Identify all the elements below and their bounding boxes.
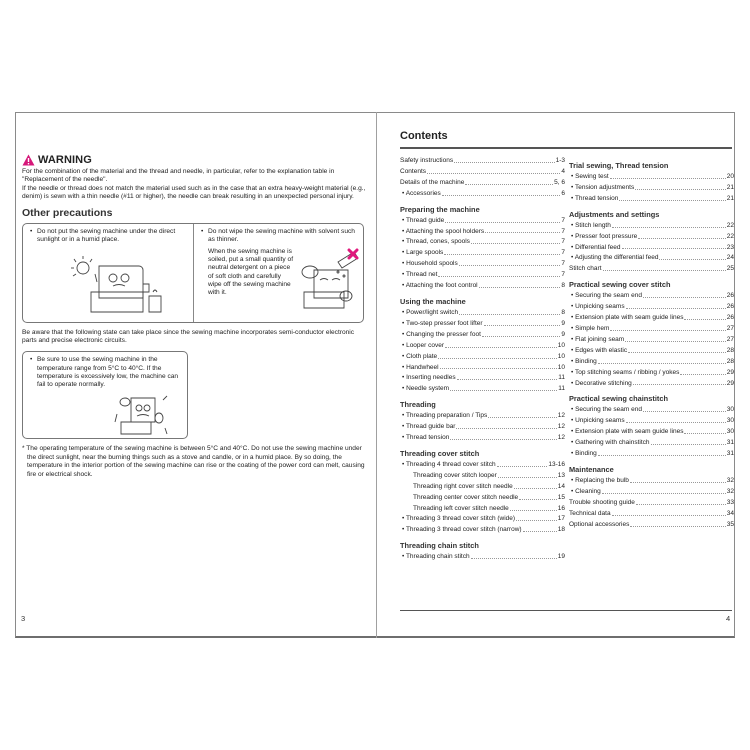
toc-entry-page: 22: [726, 221, 734, 229]
toc-entry[interactable]: [400, 308, 565, 319]
toc-entry-page: 12: [557, 434, 565, 442]
toc-leader-dots: [603, 270, 726, 271]
toc-entry-label: Trouble shooting guide: [569, 498, 635, 506]
toc-entry-page: 32: [726, 487, 734, 495]
warning-para-1: For the combination of the material and the thread and needle, in particular, refer to the explanation table in "Replacement of the needle".: [22, 168, 335, 184]
toc-entry-label: • Threading 3 thread cover stitch (wide): [402, 515, 516, 523]
toc-entry[interactable]: [569, 509, 734, 520]
toc-entry-page: 32: [726, 476, 734, 484]
toc-entry-label: • Unpicking seams: [571, 417, 625, 425]
toc-entry-page: 10: [557, 352, 565, 360]
toc-entry[interactable]: [400, 525, 565, 536]
contents-title-rule: [400, 147, 732, 149]
toc-entry-page: 7: [561, 249, 565, 257]
toc-entry-page: 27: [726, 335, 734, 343]
toc-entry-page: 23: [726, 243, 734, 251]
toc-entry-page: 34: [726, 509, 734, 517]
toc-entry[interactable]: [569, 476, 734, 487]
toc-entry[interactable]: [400, 237, 565, 248]
toc-leader-dots: [482, 336, 560, 337]
toc-entry[interactable]: [400, 216, 565, 227]
toc-entry[interactable]: [569, 302, 734, 313]
toc-entry-page: 26: [726, 292, 734, 300]
toc-leader-dots: [516, 520, 557, 521]
toc-entry[interactable]: [400, 433, 565, 444]
toc-entry-label: • Threading 4 thread cover stitch: [402, 460, 496, 468]
toc-entry-page: 31: [726, 450, 734, 458]
toc-entry[interactable]: [400, 178, 565, 189]
toc-leader-dots: [643, 297, 726, 298]
toc-entry[interactable]: [400, 552, 565, 563]
toc-entry-page: 7: [561, 238, 565, 246]
toc-entry-label: • Stitch length: [571, 221, 611, 229]
toc-entry-page: 21: [726, 183, 734, 191]
toc-entry[interactable]: [400, 411, 565, 422]
toc-entry-label: Threading cover stitch looper: [413, 471, 497, 479]
toc-entry-label: • Thread tension: [571, 194, 619, 202]
toc-entry-page: 10: [557, 341, 565, 349]
toc-entry-label: • Binding: [571, 450, 597, 458]
temperature-footnote: * The operating temperature of the sewing machine is between 5°C and 40°C. Do not use the sewing machine under the direct sunlight, near the burning things such as a stove and candle, or in a humid place. By so doing, the temperature in the interior portion of the sewing machine can rise or the coating of the power cord can melt, causing fire or electrical shock.: [22, 445, 365, 478]
toc-leader-dots: [442, 195, 561, 196]
aware-text: Be aware that the following state can take place since the sewing machine incorporates semi-conductor electronic parts and precise electronic circuits.: [22, 328, 355, 345]
toc-leader-dots: [635, 189, 726, 190]
toc-leader-dots: [684, 319, 725, 320]
toc-entry[interactable]: [400, 281, 565, 292]
toc-leader-dots: [680, 374, 725, 375]
toc-column-left: [400, 156, 565, 563]
toc-section-heading: Threading: [400, 400, 436, 410]
toc-entry-page: 28: [726, 357, 734, 365]
toc-entry-label: • Power/light switch: [402, 308, 459, 316]
toc-entry-label: • Needle system: [402, 385, 450, 393]
toc-leader-dots: [630, 482, 726, 483]
toc-entry[interactable]: [569, 379, 734, 390]
toc-entry-label: • Threading chain stitch: [402, 553, 470, 561]
toc-leader-dots: [445, 222, 560, 223]
toc-section-heading: Maintenance: [569, 464, 614, 474]
toc-leader-dots: [622, 248, 726, 249]
toc-entry[interactable]: [569, 368, 734, 379]
toc-entry-page: 9: [561, 330, 565, 338]
toc-entry-label: Threading center cover stitch needle: [413, 493, 519, 501]
toc-entry-label: • Threading 3 thread cover stitch (narrow): [402, 526, 522, 534]
precaution-temperature-text: • Be sure to use the sewing machine in the temperature range from 5°C to 40°C. If the temperature is excessively low, the machine can fail to operate normally.: [29, 356, 181, 389]
toc-entry[interactable]: [400, 156, 565, 167]
toc-leader-dots: [471, 558, 557, 559]
toc-entry-label: • Simple hem: [571, 324, 610, 332]
toc-entry-label: Contents: [400, 167, 427, 175]
toc-entry-page: 19: [557, 553, 565, 561]
toc-entry-label: • Tension adjustments: [571, 183, 635, 191]
toc-entry-label: • Two-step presser foot lifter: [402, 319, 483, 327]
toc-entry-label: • Large spools: [402, 249, 444, 257]
toc-entry-label: • Replacing the bulb: [571, 476, 629, 484]
toc-leader-dots: [427, 173, 560, 174]
toc-section-heading: Practical sewing chainstitch: [569, 394, 668, 404]
toc-entry-label: • Thread, cones, spools: [402, 238, 470, 246]
toc-entry-page: 1-3: [555, 157, 565, 164]
toc-entry-label: Threading left cover stitch needle: [413, 504, 509, 512]
page-divider: [376, 112, 377, 638]
toc-leader-dots: [465, 184, 553, 185]
toc-leader-dots: [636, 504, 726, 505]
toc-entry-page: 29: [726, 379, 734, 387]
toc-entry[interactable]: [400, 319, 565, 330]
toc-entry-page: 30: [726, 417, 734, 425]
toc-entry[interactable]: [569, 221, 734, 232]
other-precautions-heading: Other precautions: [22, 206, 113, 219]
toc-entry-page: 12: [557, 423, 565, 431]
toc-entry[interactable]: [569, 438, 734, 449]
toc-entry-page: 12: [557, 412, 565, 420]
toc-entry-label: • Handwheel: [402, 363, 439, 371]
toc-entry[interactable]: [569, 498, 734, 509]
toc-entry[interactable]: [400, 167, 565, 178]
toc-entry-label: Optional accessories: [569, 520, 630, 528]
precaution-sunlight-text: • Do not put the sewing machine under the direct sunlight or in a humid place.: [29, 228, 187, 244]
toc-entry[interactable]: [400, 373, 565, 384]
toc-leader-dots: [643, 411, 726, 412]
toc-entry-label: • Presser foot pressure: [571, 232, 638, 240]
warning-para-2: If the needle or thread does not match the material used such as in the case that an extra heavy-weight material (e.g., denim) is sewn with a thin needle (#11 or higher), the needle can break resulting in an unexpected personal injury.: [22, 184, 366, 201]
toc-entry-label: • Accessories: [402, 189, 441, 197]
toc-entry-label: Stitch chart: [569, 265, 602, 273]
toc-entry-label: • Looper cover: [402, 341, 445, 349]
toc-entry[interactable]: [569, 313, 734, 324]
toc-entry[interactable]: [569, 172, 734, 183]
toc-leader-dots: [456, 428, 556, 429]
toc-leader-dots: [625, 341, 726, 342]
toc-leader-dots: [514, 488, 557, 489]
toc-section-heading: Threading chain stitch: [400, 541, 479, 551]
toc-entry-page: 27: [726, 324, 734, 332]
toc-entry[interactable]: [400, 504, 565, 515]
toc-leader-dots: [684, 433, 725, 434]
toc-section-heading: Using the machine: [400, 296, 466, 306]
toc-leader-dots: [630, 526, 725, 527]
toc-entry-label: • Attaching the foot control: [402, 282, 478, 290]
toc-entry-page: 8: [561, 282, 565, 290]
toc-entry[interactable]: [400, 493, 565, 504]
toc-entry-label: • Thread net: [402, 271, 438, 279]
toc-entry-label: • Cloth plate: [402, 352, 438, 360]
toc-leader-dots: [602, 493, 726, 494]
toc-entry-label: • Gathering with chainstitch: [571, 439, 650, 447]
toc-entry-page: 26: [726, 314, 734, 322]
toc-entry[interactable]: [569, 405, 734, 416]
toc-leader-dots: [459, 314, 560, 315]
toc-entry-label: • Cleaning: [571, 487, 601, 495]
toc-entry-label: • Extension plate with seam guide lines: [571, 428, 684, 436]
warning-title: WARNING: [38, 154, 92, 166]
toc-leader-dots: [497, 466, 548, 467]
toc-leader-dots: [628, 352, 726, 353]
toc-entry-page: 11: [558, 385, 565, 393]
toc-section-heading: Threading cover stitch: [400, 448, 480, 458]
toc-entry-page: 21: [726, 194, 734, 202]
toc-entry-page: 6: [561, 189, 565, 197]
warning-heading: [22, 154, 370, 166]
precaution-box-sunlight-solvent: [22, 223, 364, 323]
toc-entry-page: 7: [561, 260, 565, 268]
toc-entry-label: • Sewing test: [571, 173, 609, 180]
toc-entry-label: • Extension plate with seam guide lines: [571, 314, 684, 322]
toc-entry[interactable]: [569, 335, 734, 346]
toc-entry-page: 25: [726, 265, 734, 273]
toc-leader-dots: [610, 178, 726, 179]
toc-entry[interactable]: [569, 243, 734, 254]
toc-leader-dots: [450, 390, 557, 391]
precaution-solvent-text: • Do not wipe the sewing machine with solvent such as thinner.: [200, 228, 357, 244]
toc-entry[interactable]: [400, 330, 565, 341]
toc-entry[interactable]: [400, 363, 565, 374]
toc-entry[interactable]: [569, 416, 734, 427]
toc-entry-page: 15: [557, 493, 565, 501]
toc-entry[interactable]: [400, 482, 565, 493]
toc-entry-page: 13-16: [548, 460, 565, 468]
toc-section-heading: Practical sewing cover stitch: [569, 280, 671, 290]
toc-entry-label: Safety instructions: [400, 157, 454, 164]
toc-entry[interactable]: [400, 259, 565, 270]
toc-entry-label: • Threading preparation / Tips: [402, 412, 488, 420]
toc-leader-dots: [610, 330, 725, 331]
toc-entry-page: 31: [726, 439, 734, 447]
toc-entry-page: 4: [561, 167, 565, 175]
toc-entry-label: • Securing the seam end: [571, 292, 642, 300]
toc-entry-page: 14: [557, 482, 565, 490]
toc-entry-page: 33: [726, 498, 734, 506]
toc-entry[interactable]: [569, 487, 734, 498]
toc-entry-label: • Binding: [571, 357, 597, 365]
toc-entry-page: 30: [726, 406, 734, 414]
toc-entry[interactable]: [569, 194, 734, 205]
toc-entry-page: 13: [557, 471, 565, 479]
toc-entry-label: • Thread guide: [402, 216, 445, 224]
toc-entry[interactable]: [400, 248, 565, 259]
toc-entry[interactable]: [400, 227, 565, 238]
toc-leader-dots: [612, 515, 726, 516]
toc-entry-label: • Securing the seam end: [571, 406, 642, 414]
toc-leader-dots: [598, 455, 726, 456]
toc-entry-label: • Inserting needles: [402, 374, 456, 382]
toc-entry[interactable]: [400, 341, 565, 352]
toc-entry[interactable]: [400, 471, 565, 482]
toc-entry-page: 26: [726, 303, 734, 311]
toc-entry-page: 29: [726, 368, 734, 376]
toc-entry[interactable]: [400, 422, 565, 433]
toc-entry-page: 17: [557, 515, 565, 523]
toc-leader-dots: [454, 162, 554, 163]
toc-entry-page: 5, 6: [554, 178, 565, 186]
toc-leader-dots: [479, 287, 561, 288]
toc-entry-label: Details of the machine: [400, 178, 465, 186]
toc-entry-label: • Top stitching seams / ribbing / yokes: [571, 368, 680, 376]
toc-entry-page: 7: [561, 227, 565, 235]
toc-entry[interactable]: [569, 357, 734, 368]
toc-entry-label: • Thread guide bar: [402, 423, 456, 431]
toc-entry[interactable]: [569, 346, 734, 357]
toc-entry-page: 28: [726, 346, 734, 354]
toc-leader-dots: [598, 363, 726, 364]
toc-entry-label: • Edges with elastic: [571, 346, 628, 354]
toc-entry-page: 7: [561, 271, 565, 279]
toc-entry-label: • Thread tension: [402, 434, 450, 442]
toc-entry[interactable]: [569, 291, 734, 302]
toc-leader-dots: [619, 200, 725, 201]
toc-leader-dots: [626, 308, 726, 309]
solvent-wipe-illustration: [294, 244, 364, 316]
toc-entry-page: 8: [561, 308, 565, 316]
toc-entry-label: • Flat joining seam: [571, 335, 625, 343]
toc-entry[interactable]: [400, 352, 565, 363]
toc-entry[interactable]: [400, 514, 565, 525]
toc-leader-dots: [498, 477, 557, 478]
toc-entry[interactable]: [400, 189, 565, 200]
toc-entry[interactable]: [569, 520, 734, 531]
toc-entry[interactable]: [569, 324, 734, 335]
toc-entry-page: 22: [726, 232, 734, 240]
toc-entry-page: 10: [557, 363, 565, 371]
toc-entry-page: 24: [726, 254, 734, 262]
toc-entry-label: • Changing the presser foot: [402, 330, 481, 338]
toc-leader-dots: [633, 384, 726, 385]
toc-leader-dots: [612, 227, 726, 228]
toc-entry[interactable]: [569, 264, 734, 275]
precaution-sunlight: [23, 224, 193, 322]
precaution-solvent-note: When the sewing machine is soiled, put a small quantity of neutral detergent on a piece of soft cloth and carefully wipe off the sewing machine with it.: [208, 248, 294, 297]
contents-title: Contents: [400, 130, 448, 142]
precaution-box-temperature: [22, 351, 188, 439]
page-number-right: 4: [726, 614, 731, 623]
left-page: [22, 150, 370, 479]
toc-leader-dots: [457, 379, 558, 380]
toc-entry-label: • Adjusting the differential feed: [571, 254, 659, 262]
page-number-left: 3: [21, 614, 26, 623]
toc-section-heading: Preparing the machine: [400, 204, 480, 214]
toc-entry-label: Technical data: [569, 509, 611, 517]
toc-entry-label: • Differential feed: [571, 243, 621, 251]
toc-leader-dots: [638, 238, 726, 239]
toc-leader-dots: [471, 243, 560, 244]
toc-entry[interactable]: [400, 460, 565, 471]
toc-entry-page: 7: [561, 216, 565, 224]
toc-entry-page: 20: [726, 173, 734, 180]
toc-entry-page: 11: [558, 374, 565, 382]
toc-leader-dots: [459, 265, 561, 266]
toc-column-right: [569, 156, 734, 530]
toc-entry[interactable]: [400, 384, 565, 395]
toc-entry-page: 35: [726, 520, 734, 528]
toc-section-heading: Trial sewing, Thread tension: [569, 161, 669, 170]
toc-entry-label: • Decorative stitching: [571, 379, 632, 387]
toc-entry[interactable]: [569, 427, 734, 438]
toc-entry[interactable]: [569, 449, 734, 460]
toc-leader-dots: [438, 276, 560, 277]
toc-section-heading: Adjustments and settings: [569, 209, 660, 219]
toc-entry[interactable]: [569, 183, 734, 194]
toc-leader-dots: [488, 417, 557, 418]
toc-leader-dots: [440, 368, 557, 369]
toc-leader-dots: [659, 259, 725, 260]
toc-leader-dots: [519, 499, 557, 500]
toc-entry-label: • Household spools: [402, 260, 458, 268]
toc-entry[interactable]: [569, 232, 734, 243]
toc-leader-dots: [445, 347, 557, 348]
toc-entry-page: 16: [557, 504, 565, 512]
toc-leader-dots: [444, 254, 560, 255]
toc-leader-dots: [438, 358, 557, 359]
toc-entry[interactable]: [400, 270, 565, 281]
toc-entry-label: • Unpicking seams: [571, 303, 625, 311]
toc-entry-page: 30: [726, 428, 734, 436]
toc-leader-dots: [510, 510, 557, 511]
toc-entry-page: 9: [561, 319, 565, 327]
toc-entry-label: Threading right cover stitch needle: [413, 482, 513, 490]
toc-entry-label: • Attaching the spool holders: [402, 227, 485, 235]
toc-leader-dots: [651, 444, 726, 445]
toc-leader-dots: [484, 325, 561, 326]
page-bottom-rule: [400, 610, 732, 611]
toc-leader-dots: [450, 439, 556, 440]
toc-leader-dots: [523, 531, 557, 532]
toc-leader-dots: [626, 422, 726, 423]
sunlight-machine-illustration: [61, 254, 181, 318]
toc-entry[interactable]: [569, 253, 734, 264]
warning-triangle-icon: [22, 154, 35, 166]
precaution-solvent: [193, 224, 363, 322]
cold-machine-illustration: [113, 392, 173, 438]
toc-leader-dots: [485, 232, 560, 233]
toc-entry-page: 18: [557, 526, 565, 534]
